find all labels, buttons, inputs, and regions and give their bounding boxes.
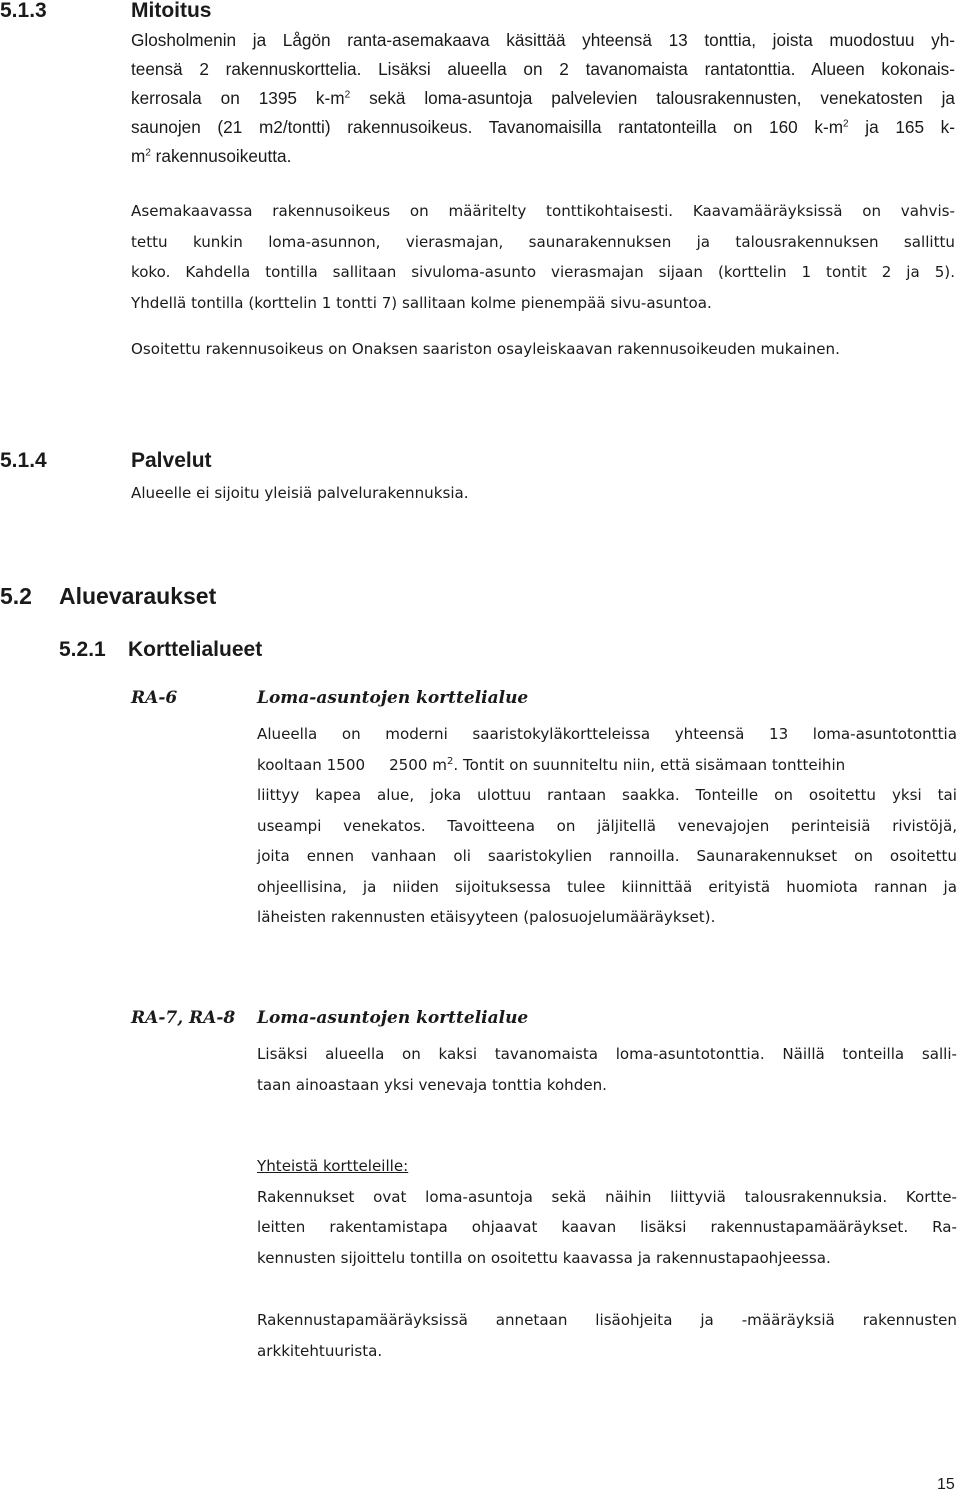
common-heading: Yhteistä kortteleille: (257, 1157, 409, 1175)
section-title-palvelut: Palvelut (131, 449, 212, 472)
text-line: kooltaan 1500 2500 $m^2$. Tontit on suunniteltu niin, että sisämaan tontteihin (257, 755, 846, 774)
text-line: teensä 2 rakennuskorttelia. Lisäksi alueella on 2 tavanomaista rantatonttia. Alueen kokonais- (131, 59, 955, 79)
mitoitus-paragraph-1 (131, 26, 955, 171)
text-line: Asemakaavassa rakennusoikeus on määritelty tonttikohtaisesti. Kaavamääräyksissä on vahvis- (131, 202, 955, 220)
page-number: 15 (937, 1476, 955, 1493)
text-line: tettu kunkin loma-asunnon, vierasmajan, saunarakennuksen ja talousrakennuksen sallittu (131, 232, 955, 251)
zone-code-ra-7-ra-8: RA-7, RA-8 (131, 1008, 236, 1028)
section-title-mitoitus: Mitoitus (131, 0, 212, 22)
section-title-aluevaraukset: Aluevaraukset (59, 583, 217, 609)
section-title-korttelialueet: Korttelialueet (128, 638, 263, 661)
ra-7-ra-8-description (257, 1039, 957, 1100)
text-line: taan ainoastaan yksi venevaja tonttia kohden. (257, 1075, 607, 1094)
section-number-5-2-1: 5.2.1 (59, 638, 106, 661)
zone-title-ra-6: Loma-asuntojen korttelialue (257, 688, 529, 708)
palvelut-paragraph: Alueelle ei sijoitu yleisiä palvelurakennuksia. (131, 484, 469, 502)
text-line: arkkitehtuurista. (257, 1341, 383, 1360)
text-line: leitten rakentamistapa ohjaavat kaavan lisäksi rakennustapamääräykset. Ra- (257, 1218, 957, 1236)
text-line: saunojen (21 m2/tontti) rakennusoikeus. Tavanomaisilla rantatonteilla on 160 $k-m^2$ ja 165 k- (131, 117, 955, 137)
text-line: liittyy kapea alue, joka ulottuu rantaan saakka. Tonteille on osoitettu yksi tai (257, 786, 957, 804)
mitoitus-paragraph-3: Osoitettu rakennusoikeus on Onaksen saariston osayleiskaavan rakennusoikeuden mukainen. (131, 340, 840, 358)
section-number-5-2: 5.2 (0, 583, 32, 609)
section-number-5-1-4: 5.1.4 (0, 449, 47, 472)
zone-title-ra-7-ra-8: Loma-asuntojen korttelialue (257, 1008, 529, 1028)
text-line: Yhdellä tontilla (korttelin 1 tontti 7) sallitaan kolme pienempää sivu-asuntoa. (131, 293, 712, 312)
common-section (257, 1151, 957, 1273)
zone-code-ra-6: RA-6 (131, 688, 178, 708)
text-line: koko. Kahdella tontilla sallitaan sivuloma-asunto vierasmajan sijaan (korttelin 1 tontit 2 ja 5). (131, 263, 955, 281)
text-line: useampi venekatos. Tavoitteena on jäljitellä venevajojen perinteisiä rivistöjä, (257, 816, 957, 835)
text-line: kennusten sijoittelu tontilla on osoitettu kaavassa ja rakennustapaohjeessa. (257, 1248, 831, 1267)
text-line: Glosholmenin ja Lågön ranta-asemakaava käsittää yhteensä 13 tonttia, joista muodostuu yh- (131, 30, 955, 50)
text-line: joita ennen vanhaan oli saaristokylien rannoilla. Saunarakennukset on osoitettu (257, 847, 957, 865)
text-line: Alueella on moderni saaristokyläkortteleissa yhteensä 13 loma-asuntotonttia (257, 725, 957, 743)
text-line: ohjeellisina, ja niiden sijoituksessa tulee kiinnittää erityistä huomiota rannan ja (257, 877, 957, 896)
text-line: Lisäksi alueella on kaksi tavanomaista loma-asuntotonttia. Näillä tonteilla salli- (257, 1045, 957, 1063)
text-line: $m^2$ rakennusoikeutta. (131, 146, 292, 166)
section-number-5-1-3: 5.1.3 (0, 0, 47, 22)
text-line: kerrosala on 1395 $k-m^2$ sekä loma-asuntoja palvelevien talousrakennusten, venekatosten ja (131, 88, 955, 108)
mitoitus-paragraph-2 (131, 196, 955, 318)
text-line: läheisten rakennusten etäisyyteen (palosuojelumääräykset). (257, 908, 716, 926)
text-line: Rakennustapamääräyksissä annetaan lisäohjeita ja -määräyksiä rakennusten (257, 1311, 957, 1329)
text-line: Rakennukset ovat loma-asuntoja sekä näihin liittyviä talousrakennuksia. Kortte- (257, 1187, 957, 1206)
common-paragraph-2 (257, 1305, 957, 1366)
ra-6-description (257, 719, 957, 933)
